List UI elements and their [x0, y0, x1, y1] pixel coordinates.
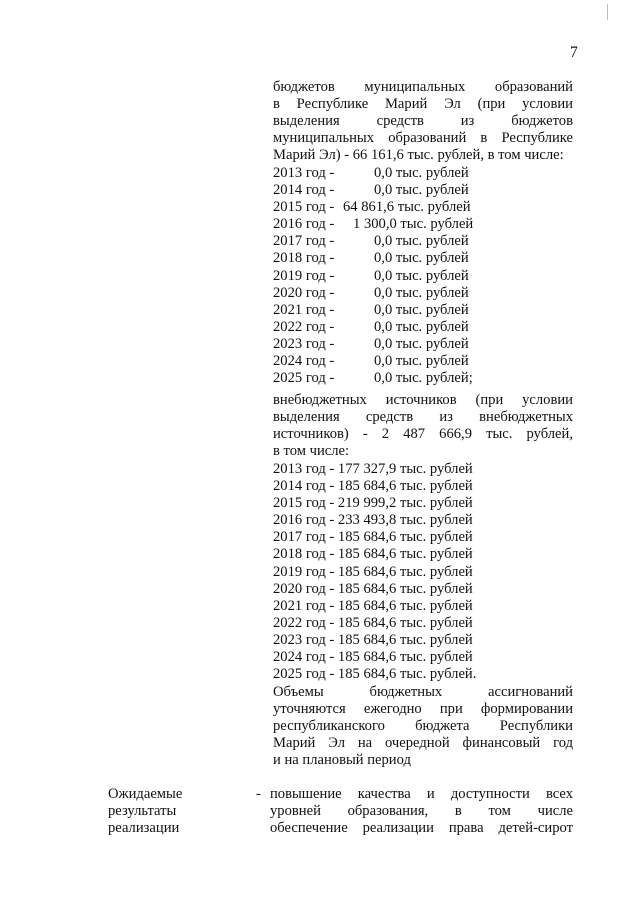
year-label: 2015 год -	[273, 199, 335, 216]
year-row	[273, 302, 573, 319]
year-amount: 0,0 тыс. рублей	[374, 318, 469, 335]
scan-edge-mark	[607, 4, 608, 20]
year-row	[273, 182, 573, 199]
year-row: 2025 год - 185 684,6 тыс. рублей.	[273, 666, 477, 683]
text-line: повышение качества и доступности всех	[270, 786, 573, 802]
year-amount: 1 300,0 тыс. рублей	[353, 216, 474, 233]
extrabudget-years-list	[273, 461, 573, 683]
municipal-budget-intro	[273, 79, 573, 164]
municipal-years-list	[273, 165, 573, 387]
year-label: 2023 год -	[273, 335, 335, 352]
year-row: 2014 год - 185 684,6 тыс. рублей	[273, 478, 473, 495]
text-line: Марий Эл) - 66 161,6 тыс. рублей, в том числе:	[273, 147, 564, 164]
year-amount: 0,0 тыс. рублей	[374, 267, 469, 284]
text-line: бюджетов муниципальных образований	[273, 79, 573, 95]
year-label: 2020 год -	[273, 284, 335, 301]
year-row	[273, 353, 573, 370]
year-label: 2018 год -	[273, 250, 335, 267]
year-amount: 0,0 тыс. рублей	[374, 250, 469, 267]
text-line: в том числе:	[273, 443, 350, 460]
text-line: уровней образования, в том числе	[270, 803, 573, 820]
year-label: 2014 год -	[273, 182, 335, 199]
text-line: обеспечение реализации права детей-сирот	[270, 820, 573, 837]
year-row	[273, 336, 573, 353]
year-row: 2021 год - 185 684,6 тыс. рублей	[273, 597, 473, 614]
page-number: 7	[570, 44, 578, 61]
year-row: 2016 год - 233 493,8 тыс. рублей	[273, 512, 473, 529]
year-amount: 0,0 тыс. рублей	[374, 233, 469, 250]
year-row	[273, 233, 573, 250]
year-label: 2013 год -	[273, 165, 335, 181]
year-row	[273, 216, 573, 233]
expected-results-text	[270, 786, 573, 837]
year-row: 2018 год - 185 684,6 тыс. рублей	[273, 546, 473, 563]
text-line: уточняются ежегодно при формировании	[273, 701, 573, 718]
year-label: 2019 год -	[273, 267, 335, 284]
year-row: 2017 год - 185 684,6 тыс. рублей	[273, 529, 473, 546]
text-line: и на плановый период	[273, 752, 411, 769]
year-label: 2017 год -	[273, 233, 335, 250]
year-amount: 0,0 тыс. рублей;	[374, 370, 473, 387]
expected-results-label	[108, 786, 218, 837]
text-line: в Республике Марий Эл (при условии	[273, 96, 573, 113]
label-line: реализации	[108, 820, 180, 837]
label-dash: -	[256, 786, 261, 802]
year-label: 2025 год -	[273, 370, 335, 387]
year-amount: 0,0 тыс. рублей	[374, 353, 469, 370]
text-line: выделения средств из бюджетов	[273, 113, 573, 130]
text-line: внебюджетных источников (при условии	[273, 392, 573, 408]
year-amount: 64 861,6 тыс. рублей	[343, 199, 471, 216]
year-amount: 0,0 тыс. рублей	[374, 182, 469, 199]
year-row: 2024 год - 185 684,6 тыс. рублей	[273, 649, 473, 666]
year-row: 2022 год - 185 684,6 тыс. рублей	[273, 614, 473, 631]
label-line: результаты	[108, 803, 177, 820]
year-row	[273, 285, 573, 302]
year-label: 2024 год -	[273, 353, 335, 370]
text-line: Марий Эл на очередной финансовый год	[273, 735, 573, 752]
year-row	[273, 165, 573, 182]
text-line: Объемы бюджетных ассигнований	[273, 684, 573, 700]
year-amount: 0,0 тыс. рублей	[374, 284, 469, 301]
year-label: 2021 год -	[273, 301, 335, 318]
year-row: 2020 год - 185 684,6 тыс. рублей	[273, 580, 473, 597]
year-row	[273, 268, 573, 285]
year-row: 2019 год - 185 684,6 тыс. рублей	[273, 563, 473, 580]
year-amount: 0,0 тыс. рублей	[374, 335, 469, 352]
text-line: муниципальных образований в Республике	[273, 130, 573, 147]
year-label: 2022 год -	[273, 318, 335, 335]
text-line: выделения средств из внебюджетных	[273, 409, 573, 426]
allocation-note	[273, 684, 573, 769]
year-row: 2013 год - 177 327,9 тыс. рублей	[273, 461, 473, 477]
text-line: республиканского бюджета Республики	[273, 718, 573, 735]
extrabudget-intro	[273, 392, 573, 460]
year-row	[273, 199, 573, 216]
year-amount: 0,0 тыс. рублей	[374, 301, 469, 318]
year-row	[273, 370, 573, 387]
year-row	[273, 250, 573, 267]
year-row	[273, 319, 573, 336]
label-line: Ожидаемые	[108, 786, 183, 802]
year-row: 2023 год - 185 684,6 тыс. рублей	[273, 631, 473, 648]
year-amount: 0,0 тыс. рублей	[374, 165, 469, 181]
year-label: 2016 год -	[273, 216, 335, 233]
text-line: источников) - 2 487 666,9 тыс. рублей,	[273, 426, 573, 443]
year-row: 2015 год - 219 999,2 тыс. рублей	[273, 495, 473, 512]
